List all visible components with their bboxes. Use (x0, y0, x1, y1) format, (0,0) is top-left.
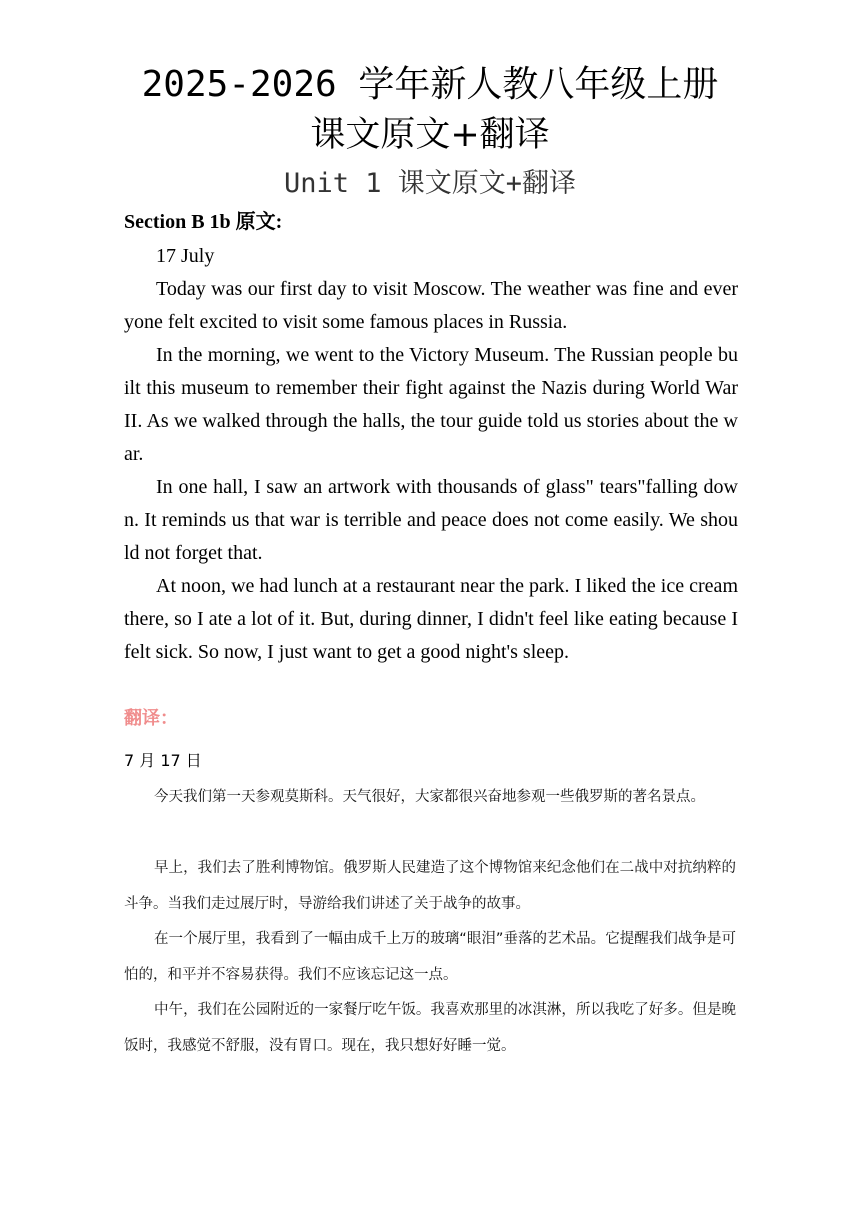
unit-title: Unit 1 课文原文+翻译 (283, 168, 577, 199)
translation-label: 翻译： (124, 708, 178, 729)
chinese-paragraph-4: 中午，我们在公园附近的一家餐厅吃午饭。我喜欢那里的冰淇淋，所以我吃了好多。但是晚饭时，我感觉不舒服，没有胃口。现在，我只想好好睡一觉。 (124, 1002, 736, 1054)
english-paragraph-2: In the morning, we went to the Victory Museum. The Russian people built this museum to remember their fight against the Nazis during World War II. As we walked through the halls, the tour guide told us stories about the war. (124, 344, 738, 465)
english-paragraph-3: In one hall, I saw an artwork with thousands of glass" tears"falling down. It reminds us that war is terrible and peace does not come easily. We should not forget that. (124, 476, 738, 564)
english-paragraph-1: Today was our first day to visit Moscow. The weather was fine and everyone felt excited to visit some famous places in Russia. (124, 278, 738, 333)
chinese-paragraph-3: 在一个展厅里，我看到了一幅由成千上万的玻璃“眼泪”垂落的艺术品。它提醒我们战争是可怕的，和平并不容易获得。我们不应该忘记这一点。 (124, 931, 736, 983)
chinese-paragraph-2: 早上，我们去了胜利博物馆。俄罗斯人民建造了这个博物馆来纪念他们在二战中对抗纳粹的斗争。当我们走过展厅时，导游给我们讲述了关于战争的故事。 (124, 860, 736, 912)
english-date: 17 July (156, 245, 215, 267)
chinese-paragraph-1: 今天我们第一天参观莫斯科。天气很好，大家都很兴奋地参观一些俄罗斯的著名景点。 (154, 789, 705, 805)
document-title-line1: 2025-2026 学年新人教八年级上册 (141, 64, 719, 105)
english-paragraph-4: At noon, we had lunch at a restaurant near the park. I liked the ice cream there, so I ate a lot of it. But, during dinner, I didn't feel like eating because I felt sick. So now, I just want to get a good night's sleep. (124, 575, 738, 663)
chinese-date: 7 月 17 日 (124, 751, 202, 770)
section-heading: Section B 1b 原文: (124, 211, 283, 233)
document-title-line2: 课文原文+翻译 (310, 115, 550, 155)
